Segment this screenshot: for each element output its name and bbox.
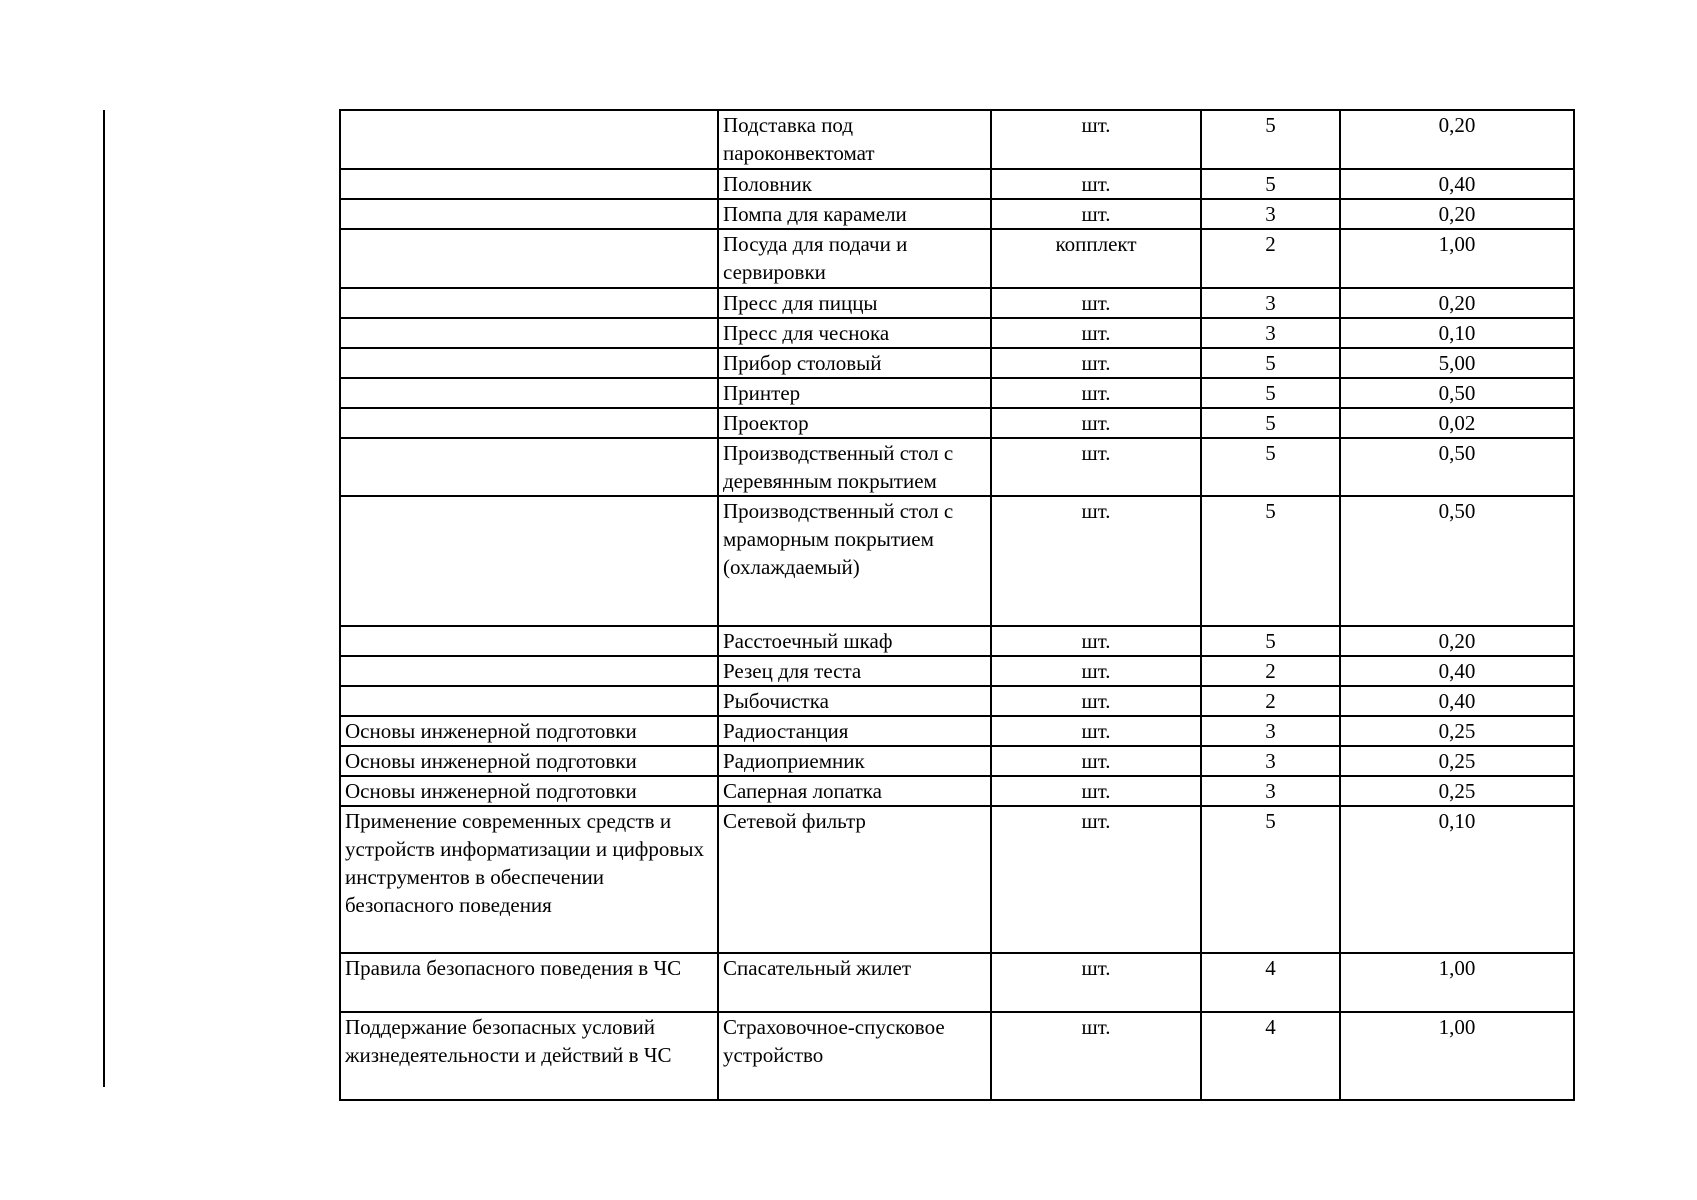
unit-cell: шт. [991, 776, 1201, 806]
table-row [340, 626, 1574, 656]
norm-cell: 0,20 [1340, 199, 1574, 229]
quantity-cell: 5 [1201, 806, 1340, 953]
subject-cell [340, 686, 718, 716]
quantity-cell: 2 [1201, 656, 1340, 686]
unit-cell: шт. [991, 348, 1201, 378]
subject-cell: Основы инженерной подготовки [340, 716, 718, 746]
quantity-cell: 2 [1201, 229, 1340, 288]
quantity-cell: 3 [1201, 199, 1340, 229]
subject-cell [340, 318, 718, 348]
table-row [340, 288, 1574, 318]
table-row [340, 229, 1574, 288]
unit-cell: шт. [991, 438, 1201, 496]
subject-cell [340, 408, 718, 438]
page-margin-line [103, 110, 105, 1087]
table-row [340, 408, 1574, 438]
table-row [340, 716, 1574, 746]
subject-cell [340, 496, 718, 626]
quantity-cell: 4 [1201, 1012, 1340, 1100]
norm-cell: 0,10 [1340, 318, 1574, 348]
item-cell: Посуда для подачи и сервировки [718, 229, 991, 288]
item-cell: Производственный стол с деревянным покрытием [718, 438, 991, 496]
table-row [340, 318, 1574, 348]
norm-cell: 0,50 [1340, 496, 1574, 626]
item-cell: Прибор столовый [718, 348, 991, 378]
unit-cell: шт. [991, 656, 1201, 686]
subject-cell [340, 169, 718, 199]
subject-cell [340, 110, 718, 169]
unit-cell: шт. [991, 318, 1201, 348]
norm-cell: 0,20 [1340, 110, 1574, 169]
item-cell: Рыбочистка [718, 686, 991, 716]
unit-cell: шт. [991, 953, 1201, 1012]
table-row [340, 746, 1574, 776]
subject-cell [340, 348, 718, 378]
subject-cell [340, 656, 718, 686]
quantity-cell: 4 [1201, 953, 1340, 1012]
norm-cell: 0,50 [1340, 438, 1574, 496]
unit-cell: шт. [991, 686, 1201, 716]
norm-cell: 0,02 [1340, 408, 1574, 438]
quantity-cell: 5 [1201, 110, 1340, 169]
quantity-cell: 2 [1201, 686, 1340, 716]
quantity-cell: 5 [1201, 408, 1340, 438]
item-cell: Пресс для пиццы [718, 288, 991, 318]
table-row [340, 438, 1574, 496]
item-cell: Помпа для карамели [718, 199, 991, 229]
table-row [340, 953, 1574, 1012]
norm-cell: 0,20 [1340, 626, 1574, 656]
unit-cell: шт. [991, 378, 1201, 408]
subject-cell: Основы инженерной подготовки [340, 776, 718, 806]
unit-cell: шт. [991, 806, 1201, 953]
unit-cell: шт. [991, 288, 1201, 318]
norm-cell: 0,10 [1340, 806, 1574, 953]
subject-cell [340, 378, 718, 408]
table-row [340, 656, 1574, 686]
equipment-table [339, 109, 1575, 1101]
quantity-cell: 3 [1201, 776, 1340, 806]
norm-cell: 0,25 [1340, 746, 1574, 776]
item-cell: Радиоприемник [718, 746, 991, 776]
item-cell: Расстоечный шкаф [718, 626, 991, 656]
unit-cell: шт. [991, 408, 1201, 438]
quantity-cell: 5 [1201, 626, 1340, 656]
quantity-cell: 5 [1201, 496, 1340, 626]
subject-cell [340, 626, 718, 656]
table-row [340, 1012, 1574, 1100]
table-row [340, 348, 1574, 378]
table-row [340, 110, 1574, 169]
item-cell: Страховочное-спусковое устройство [718, 1012, 991, 1100]
unit-cell: шт. [991, 716, 1201, 746]
unit-cell: шт. [991, 1012, 1201, 1100]
unit-cell: шт. [991, 199, 1201, 229]
table-row [340, 686, 1574, 716]
unit-cell: копплект [991, 229, 1201, 288]
norm-cell: 1,00 [1340, 1012, 1574, 1100]
quantity-cell: 5 [1201, 169, 1340, 199]
unit-cell: шт. [991, 496, 1201, 626]
table-row [340, 378, 1574, 408]
subject-cell [340, 288, 718, 318]
subject-cell: Поддержание безопасных условий жизнедеятельности и действий в ЧС [340, 1012, 718, 1100]
subject-cell [340, 199, 718, 229]
table-row [340, 806, 1574, 953]
norm-cell: 0,40 [1340, 169, 1574, 199]
item-cell: Радиостанция [718, 716, 991, 746]
norm-cell: 1,00 [1340, 229, 1574, 288]
norm-cell: 5,00 [1340, 348, 1574, 378]
table-row [340, 199, 1574, 229]
item-cell: Пресс для чеснока [718, 318, 991, 348]
quantity-cell: 3 [1201, 746, 1340, 776]
table-row [340, 169, 1574, 199]
item-cell: Сетевой фильтр [718, 806, 991, 953]
norm-cell: 0,25 [1340, 776, 1574, 806]
norm-cell: 0,20 [1340, 288, 1574, 318]
unit-cell: шт. [991, 110, 1201, 169]
unit-cell: шт. [991, 169, 1201, 199]
quantity-cell: 3 [1201, 318, 1340, 348]
item-cell: Принтер [718, 378, 991, 408]
subject-cell: Правила безопасного поведения в ЧС [340, 953, 718, 1012]
quantity-cell: 3 [1201, 716, 1340, 746]
item-cell: Саперная лопатка [718, 776, 991, 806]
norm-cell: 0,25 [1340, 716, 1574, 746]
item-cell: Проектор [718, 408, 991, 438]
item-cell: Половник [718, 169, 991, 199]
item-cell: Резец для теста [718, 656, 991, 686]
quantity-cell: 5 [1201, 348, 1340, 378]
norm-cell: 0,50 [1340, 378, 1574, 408]
table-row [340, 496, 1574, 626]
quantity-cell: 5 [1201, 438, 1340, 496]
item-cell: Производственный стол с мраморным покрытием (охлаждаемый) [718, 496, 991, 626]
item-cell: Спасательный жилет [718, 953, 991, 1012]
table-row [340, 776, 1574, 806]
unit-cell: шт. [991, 746, 1201, 776]
norm-cell: 0,40 [1340, 686, 1574, 716]
subject-cell [340, 438, 718, 496]
subject-cell: Основы инженерной подготовки [340, 746, 718, 776]
item-cell: Подставка под пароконвектомат [718, 110, 991, 169]
quantity-cell: 5 [1201, 378, 1340, 408]
norm-cell: 0,40 [1340, 656, 1574, 686]
unit-cell: шт. [991, 626, 1201, 656]
quantity-cell: 3 [1201, 288, 1340, 318]
subject-cell: Применение современных средств и устройств информатизации и цифровых инструментов в обеспечении безопасного поведения [340, 806, 718, 953]
subject-cell [340, 229, 718, 288]
norm-cell: 1,00 [1340, 953, 1574, 1012]
